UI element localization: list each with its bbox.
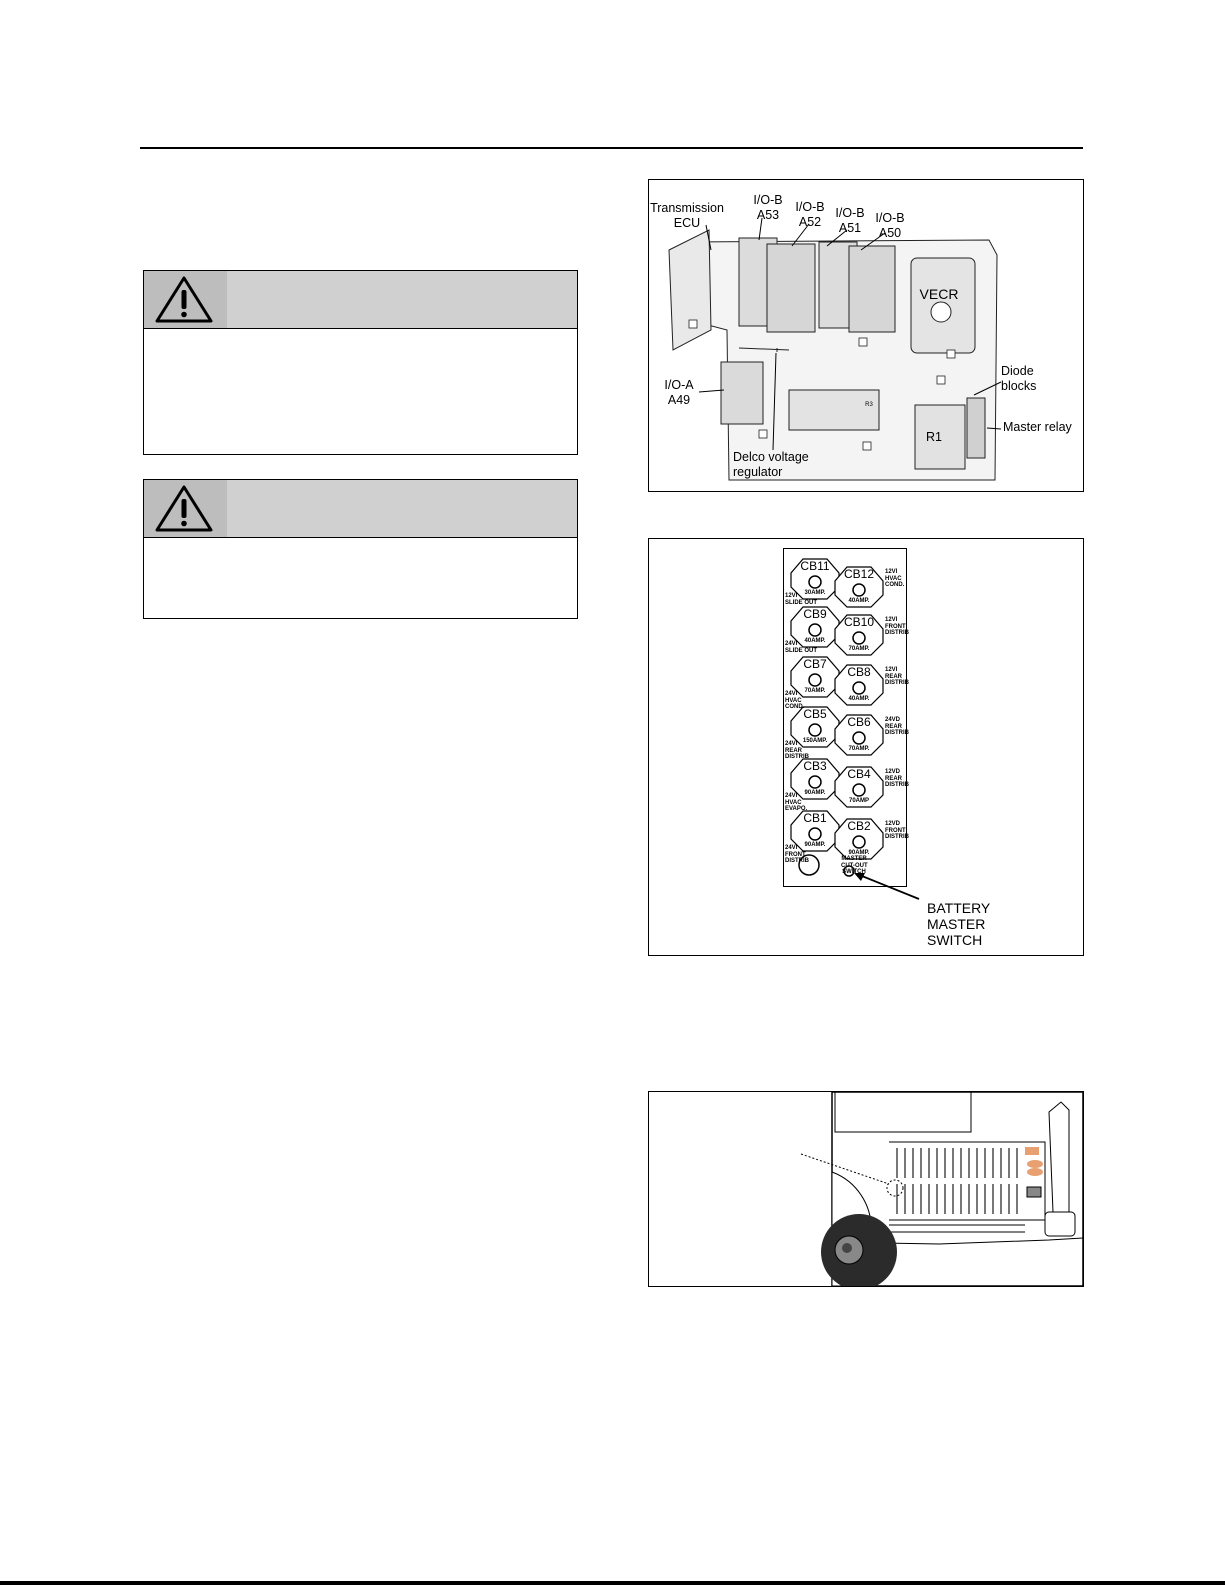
master-cutout-label: MASTER CUT-OUT SWITCH [841,856,868,875]
breaker-note: 12VD REAR DISTRIB [885,769,909,788]
breaker-name: CB12 [843,567,875,581]
label-diode-blocks: Diode blocks [1001,364,1037,393]
label-io-b-a50: I/O-B A50 [875,211,905,240]
label-r1: R1 [926,430,942,444]
label-r3: R3 [865,402,873,408]
breaker-amp: 90AMP. [804,842,826,848]
breaker-note: 12VD FRONT DISTRIB [885,821,909,840]
coach-drawing [649,1092,1083,1286]
figure-circuit-breakers [648,538,1084,956]
breaker-amp: 70AMP [848,798,869,804]
label-delco-voltage-regulator: Delco voltage regulator [733,450,809,479]
warning-header-2 [144,480,577,538]
breaker-amp: 90AMP. [848,850,870,856]
breaker-note: 24VD REAR DISTRIB [885,717,909,736]
breaker-note: 12VI HVAC COND. [885,569,905,588]
footer-rule [0,1581,1225,1585]
breaker-name: CB5 [803,707,827,721]
breaker-amp: 70AMP. [848,646,870,652]
warning-icon [144,480,227,537]
breaker-amp: 70AMP. [804,688,826,694]
breaker-amp: 70AMP. [848,746,870,752]
callout-arrow [857,874,919,899]
breaker-note: 24VI FRONT DISTRIB [785,845,809,864]
label-master-relay: Master relay [1003,420,1072,434]
breaker-amp: 40AMP. [848,696,870,702]
label-io-b-a52: I/O-B A52 [795,200,825,229]
label-transmission-ecu: Transmission ECU [650,201,724,230]
breaker-name: CB11 [800,559,830,573]
warning-header-1 [144,271,577,329]
breaker-amp: 40AMP. [804,638,826,644]
label-io-b-a51: I/O-B A51 [835,206,865,235]
breaker-name: CB3 [803,759,827,773]
figure-coach-side [648,1091,1084,1287]
label-io-b-a53: I/O-B A53 [753,193,783,222]
breaker-amp: 40AMP. [848,598,870,604]
breaker-name: CB6 [847,715,871,729]
breaker-note: 12VI SLIDE OUT [785,593,818,606]
battery-master-switch-callout: BATTERY MASTER SWITCH [927,900,991,948]
breaker-note: 24VI HVAC COND. [785,691,805,710]
breaker-amp: 90AMP. [804,790,826,796]
header-rule [140,147,1083,149]
breaker-name: CB9 [803,607,827,621]
breaker-note: 24VI SLIDE OUT [785,641,818,654]
breaker-note: 12VI REAR DISTRIB [885,667,909,686]
figure-electrical-panel [648,179,1084,492]
breaker-name: CB10 [843,615,875,629]
label-io-a-a49: I/O-A A49 [664,378,694,407]
breaker-amp: 150AMP. [802,738,828,744]
warning-box-1 [143,270,578,455]
warning-box-2 [143,479,578,619]
breaker-name: CB1 [803,811,827,825]
breaker-name: CB4 [847,767,871,781]
breaker-name: CB7 [803,657,827,671]
breaker-amp: 30AMP. [804,590,826,596]
breaker-name: CB8 [847,665,871,679]
warning-icon [144,271,227,328]
breaker-note: 24VI REAR DISTRIB [785,741,809,760]
breaker-name: CB2 [847,819,871,833]
breaker-note: 24VI HVAC EVAPO. [785,793,808,812]
breaker-note: 12VI FRONT DISTRIB [885,617,909,636]
label-vecr: VECR [919,286,959,302]
